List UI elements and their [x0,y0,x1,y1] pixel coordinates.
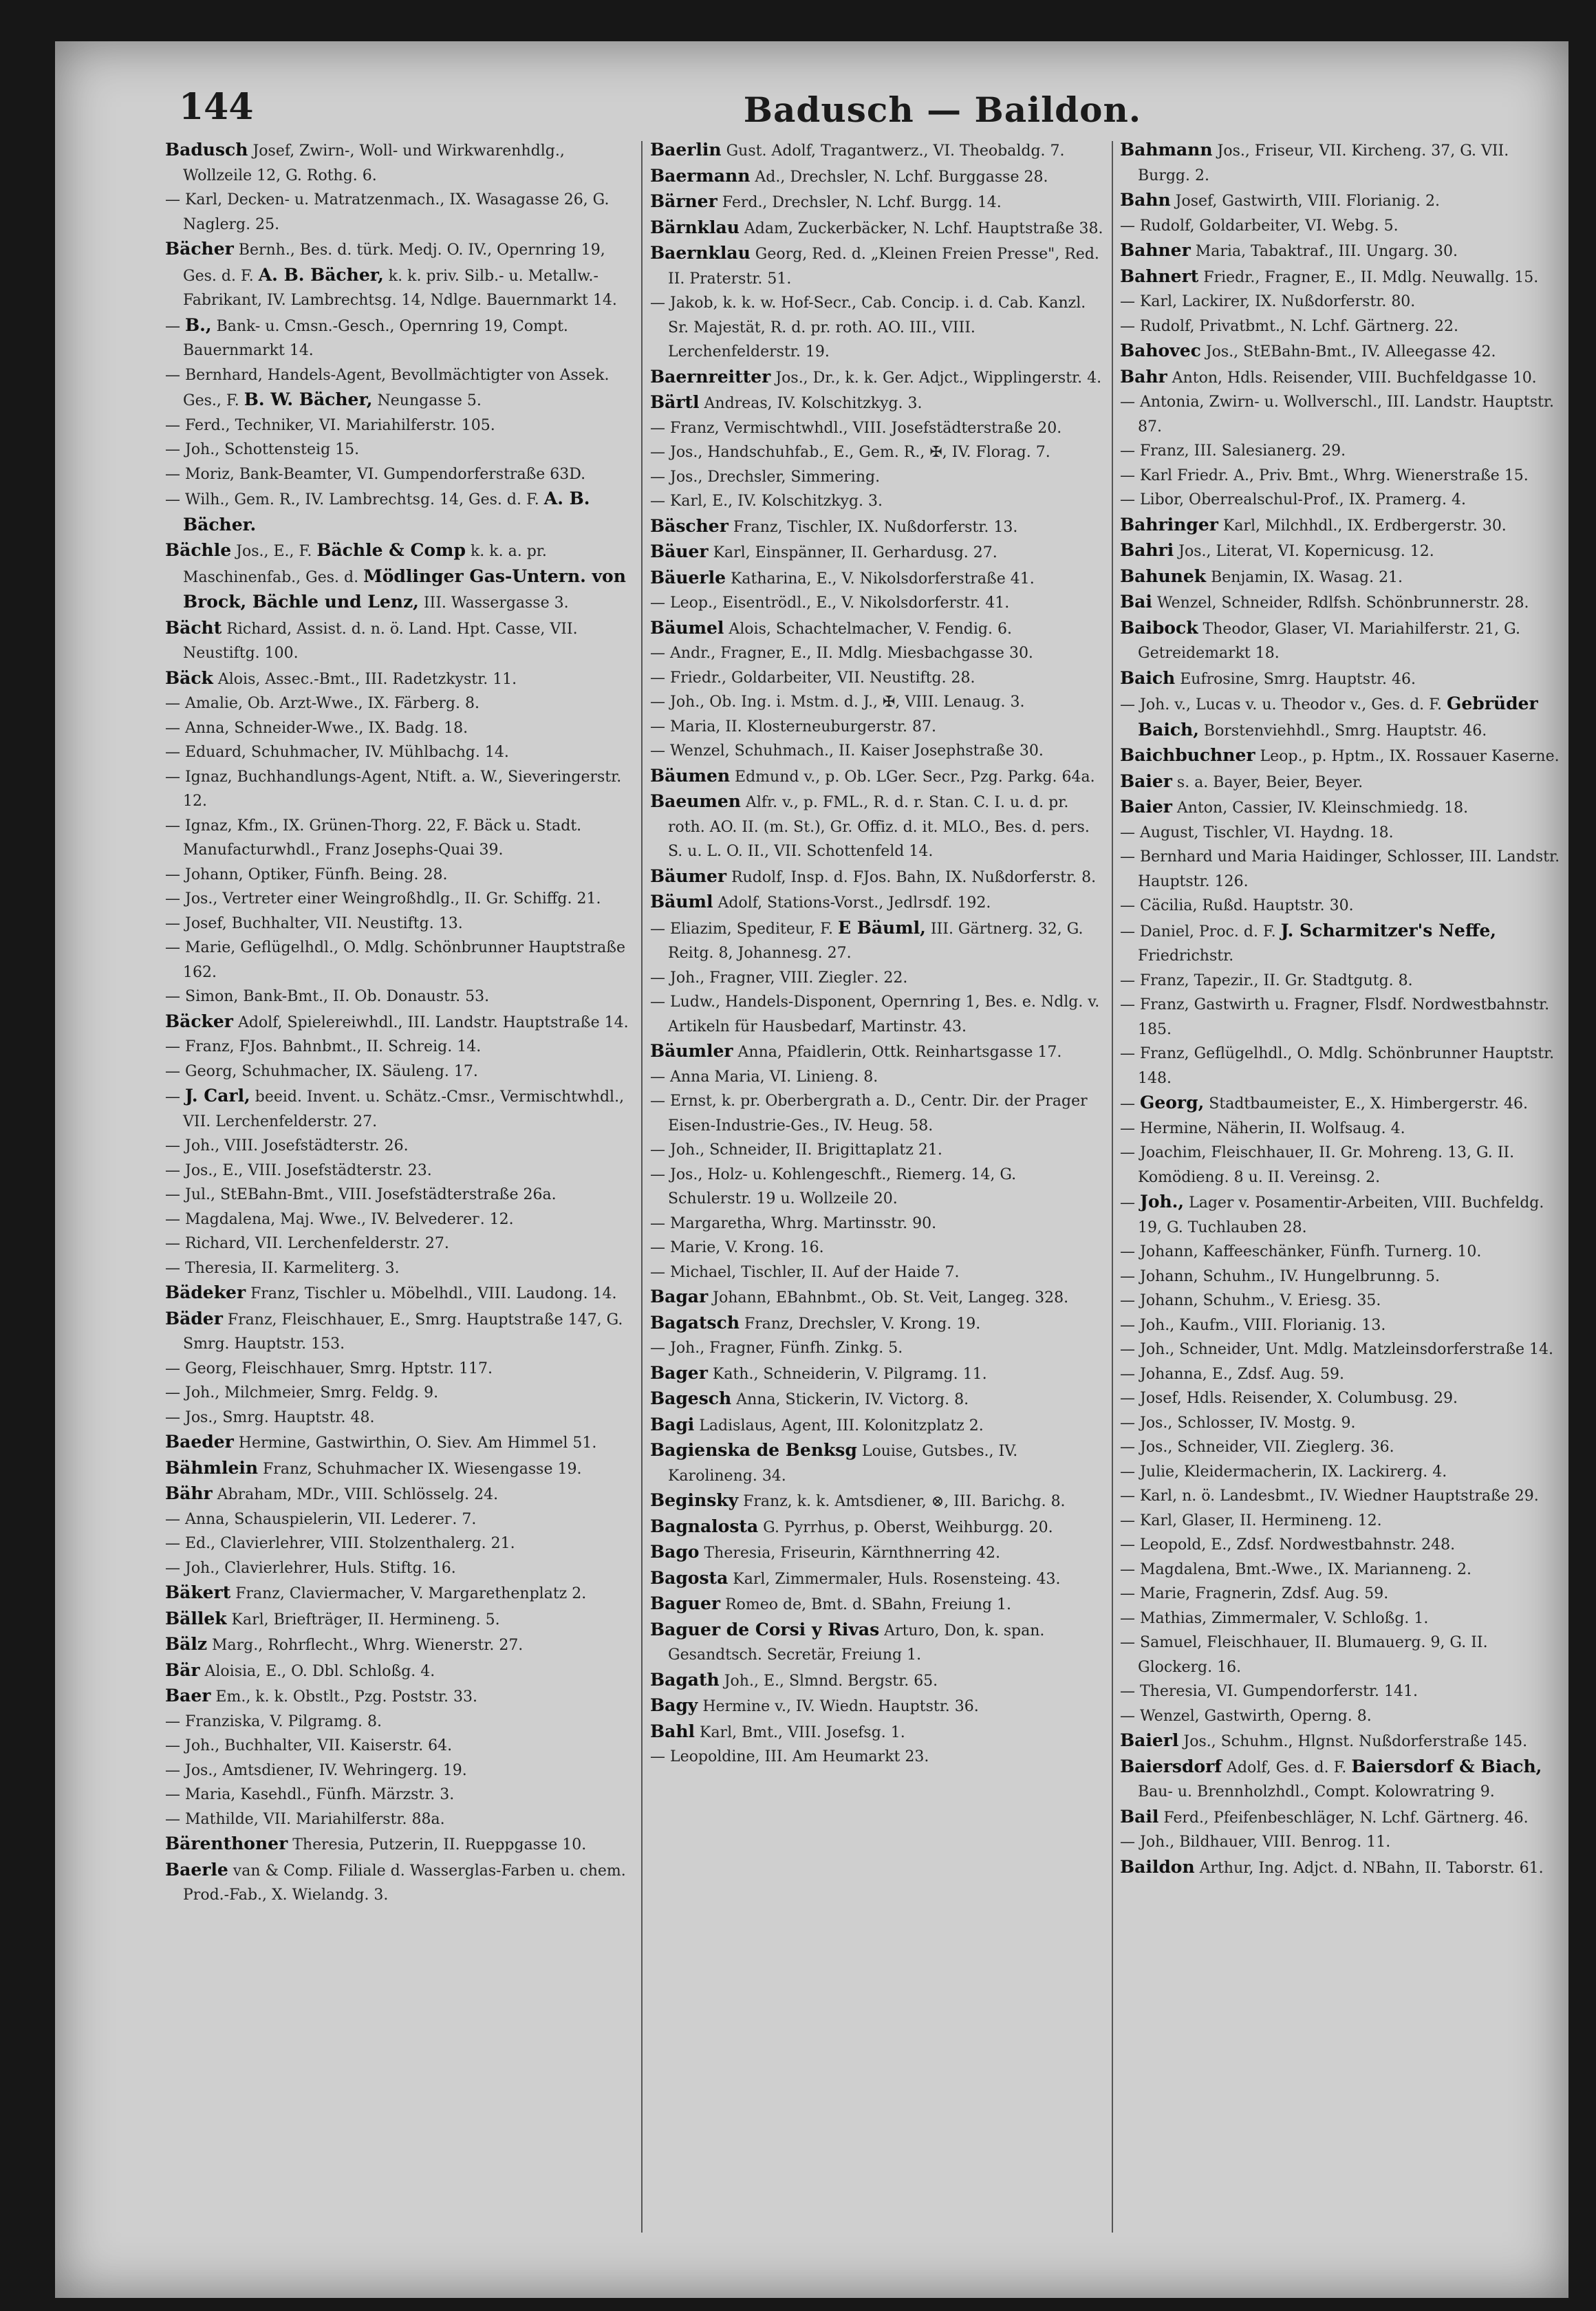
directory-entry: — Ed., Clavierlehrer, VIII. Stolzenthalerg. 21. [165,1535,515,1552]
directory-entry: — Samuel, Fleischhauer, II. Blumauerg. 9, G. II. Glockerg. 16. [1120,1634,1488,1676]
directory-page [55,41,1568,2298]
directory-entry: — Leopoldine, III. Am Heumarkt 23. [650,1748,929,1765]
directory-entry: Bagy Hermine v., IV. Wiedn. Hauptstr. 36. [650,1695,979,1715]
directory-entry: Baier Anton, Cassier, IV. Kleinschmiedg. 18. [1120,797,1469,817]
directory-entry: — Georg, Fleischhauer, Smrg. Hptstr. 117. [165,1359,493,1377]
column-2 [650,138,1104,1770]
directory-entry: Bärenthoner Theresia, Putzerin, II. Rueppgasse 10. [165,1834,587,1853]
directory-entry: — Franz, Vermischtwhdl., VIII. Josefstädterstraße 20. [650,419,1062,437]
directory-entry: Baibock Theodor, Glaser, VI. Mariahilferstr. 21, G. Getreidemarkt 18. [1120,617,1520,662]
directory-entry: — Marie, V. Krong. 16. [650,1239,824,1256]
directory-entry: — Joh., Schneider, Unt. Mdlg. Matzleinsdorferstraße 14. [1120,1341,1554,1358]
directory-entry: Bäck Alois, Assec.-Bmt., III. Radetzkystr. 11. [165,667,517,688]
directory-entry: Bahnert Friedr., Fragner, E., II. Mdlg. Neuwallg. 15. [1120,266,1539,286]
directory-entry: — Theresia, VI. Gumpendorferstr. 141. [1120,1683,1418,1700]
directory-entry: Bäumen Edmund v., p. Ob. LGer. Secr., Pzg. Parkg. 64a. [650,765,1095,786]
directory-entry: Baermann Ad., Drechsler, N. Lchf. Burggasse 28. [650,165,1048,186]
directory-entry: — Franz, FJos. Bahnbmt., II. Schreig. 14. [165,1038,482,1055]
directory-entry: — Wenzel, Schuhmach., II. Kaiser Josephstraße 30. [650,742,1044,760]
directory-entry: Bail Ferd., Pfeifenbeschläger, N. Lchf. Gärtnerg. 46. [1120,1806,1529,1827]
directory-entry: — Joh., Milchmeier, Smrg. Feldg. 9. [165,1384,439,1401]
directory-entry: Bärnklau Adam, Zuckerbäcker, N. Lchf. Hauptstraße 38. [650,217,1103,237]
directory-entry: — Franz, III. Salesianerg. 29. [1120,442,1346,460]
directory-entry: — Jul., StEBahn-Bmt., VIII. Josefstädterstraße 26a. [165,1186,557,1203]
directory-entry: — Jos., Vertreter einer Weingroßhdlg., II. Gr. Schiffg. 21. [165,890,601,907]
directory-entry: — Anna, Schauspielerin, VII. Lederег. 7. [165,1510,477,1528]
directory-entry: — Georg, Schuhmacher, IX. Säuleng. 17. [165,1062,478,1080]
directory-entry: — Georg, Stadtbaumeister, E., X. Himbergerstr. 46. [1120,1093,1528,1112]
directory-entry: — Jakob, k. k. w. Hof-Secr., Cab. Concip. i. d. Cab. Kanzl. Sr. Majestät, R. d. pr. roth. AO. III., VIII. Lerchenfelderstr. 19. [650,294,1086,361]
directory-entry: — Bernhard, Handels-Agent, Bevollmächtigter von Assek. Ges., F. B. W. Bächer, Neungasse 5. [165,366,610,409]
directory-entry: — Maria, II. Klosterneuburgerstr. 87. [650,718,936,735]
directory-entry: — Magdalena, Maj. Wwe., IV. Belvederег. 12. [165,1210,514,1228]
directory-entry: Bagar Johann, EBahnbmt., Ob. St. Veit, Langeg. 328. [650,1287,1069,1307]
directory-entry: — Jos., E., VIII. Josefstädterstr. 23. [165,1161,432,1179]
directory-entry: Baeumen Alfr. v., p. FML., R. d. r. Stan. C. I. u. d. pr. roth. AO. II. (m. St.), Gr. Offiz. d. it. MLO., Bes. d. pers. S. u. L. O. II., VII. Schottenfeld 14. [650,791,1090,860]
directory-entry: Baier s. a. Bayer, Beier, Beyer. [1120,771,1363,791]
directory-entry: — Joh., Lager v. Posamentir-Arbeiten, VIII. Buchfeldg. 19, G. Tuchlauben 28. [1120,1192,1544,1236]
directory-entry: Baierl Jos., Schuhm., Hlgnst. Nußdorferstraße 145. [1120,1730,1528,1750]
directory-entry: — Wenzel, Gastwirth, Operng. 8. [1120,1707,1372,1725]
directory-entry: Baguer de Corsi y Rivas Arturo, Don, k. span. Gesandtsch. Secretär, Freiung 1. [650,1619,1045,1664]
directory-entry: — Moriz, Bank-Beamter, VI. Gumpendorferstraße 63D. [165,465,586,483]
directory-entry: — Jos., Smrg. Hauptstr. 48. [165,1408,375,1426]
directory-entry: Badusch Josef, Zwirn-, Woll- und Wirkwarenhdlg., Wollzeile 12, G. Rothg. 6. [165,140,565,184]
directory-entry: Baildon Arthur, Ing. Adjct. d. NBahn, II. Taborstr. 61. [1120,1856,1544,1877]
directory-entry: — Joh., Fragner, Fünfh. Zinkg. 5. [650,1340,903,1357]
directory-entry: Bächer Bernh., Bes. d. türk. Medj. O. IV., Opernring 19, Ges. d. F. A. B. Bächer, k. k. priv. Silb.- u. Metallw.-Fabrikant, IV. Lambrechtsg. 14, Ndlge. Bauernmarkt 14. [165,239,617,309]
directory-entry: — Cäcilia, Rußd. Hauptstr. 30. [1120,897,1354,914]
directory-entry: Bäumel Alois, Schachtelmacher, V. Fendig. 6. [650,617,1012,638]
directory-entry: — Joh., Buchhalter, VII. Kaiserstr. 64. [165,1737,453,1754]
directory-entry: — Joh., Bildhauer, VIII. Benrog. 11. [1120,1834,1391,1851]
directory-entry: — Hermine, Näherin, II. Wolfsaug. 4. [1120,1119,1405,1137]
directory-entry: Bagatsch Franz, Drechsler, V. Krong. 19. [650,1312,981,1333]
directory-entry: Bahovec Jos., StEBahn-Bmt., IV. Alleegasse 42. [1120,341,1496,361]
directory-entry: Bäumler Anna, Pfaidlerin, Ottk. Reinhartsgasse 17. [650,1041,1062,1061]
directory-entry: — Joh., Schottensteig 15. [165,441,360,458]
directory-entry: Bahringer Karl, Milchhdl., IX. Erdbergerstr. 30. [1120,514,1507,535]
directory-entry: — Johann, Kaffeeschänker, Fünfh. Turnerg. 10. [1120,1243,1482,1260]
directory-entry: Bai Wenzel, Schneider, Rdlfsh. Schönbrunnerstr. 28. [1120,592,1529,612]
directory-entry: — Jos., Handschuhfab., E., Gem. R., ✠, IV. Florag. 7. [650,444,1050,461]
directory-entry: — Franziska, V. Pilgramg. 8. [165,1712,382,1730]
directory-entry: — Richard, VII. Lerchenfelderstr. 27. [165,1235,449,1252]
directory-entry: Bäscher Franz, Tischler, IX. Nußdorferstr. 13. [650,515,1018,536]
directory-entry: Bähmlein Franz, Schuhmacher IX. Wiesengasse 19. [165,1457,582,1478]
directory-entry: Bärner Ferd., Drechsler, N. Lchf. Burgg. 14. [650,191,1002,211]
directory-entry: Bago Theresia, Friseurin, Kärnthnerring 42. [650,1542,1001,1562]
directory-entry: — Rudolf, Privatbmt., N. Lchf. Gärtnerg. 22. [1120,317,1459,335]
directory-entry: — Karl Friedr. A., Priv. Bmt., Whrg. Wienerstraße 15. [1120,466,1529,484]
directory-entry: Bäuerle Katharina, E., V. Nikolsdorferstraße 41. [650,567,1035,588]
directory-entry: Bäkert Franz, Claviermacher, V. Margarethenplatz 2. [165,1582,587,1602]
directory-entry: Baer Em., k. k. Obstlt., Pzg. Poststr. 33. [165,1686,477,1706]
directory-entry: Bagosta Karl, Zimmermaler, Huls. Rosensteing. 43. [650,1567,1061,1588]
directory-entry: — Marie, Geflügelhdl., O. Mdlg. Schönbrunner Hauptstraße 162. [165,939,625,981]
directory-entry: Bächle Jos., E., F. Bächle & Comp k. k. a. pr. Maschinenfab., Ges. d. Mödlinger Gas-Untern. von Brock, Bächle und Lenz, III. Wassergasse 3. [165,540,626,612]
directory-entry: Bällek Karl, Briefträger, II. Hermineng. 5. [165,1608,500,1629]
column-1 [165,138,633,1908]
directory-entry: — Michael, Tischler, II. Auf der Haide 7. [650,1263,960,1281]
directory-entry: — Joh. v., Lucas v. u. Theodor v., Ges. d. F. Gebrüder Baich, Borstenviehhdl., Smrg. Hauptstr. 46. [1120,694,1538,740]
directory-entry: — Karl, n. ö. Landesbmt., IV. Wiedner Hauptstraße 29. [1120,1487,1539,1505]
directory-entry: — Maria, Kasehdl., Fünfh. Märzstr. 3. [165,1786,455,1803]
directory-entry: Bärtl Andreas, IV. Kolschitzkyg. 3. [650,392,923,412]
directory-entry: — Leopold, E., Zdsf. Nordwestbahnstr. 248. [1120,1536,1456,1554]
directory-entry: — Mathilde, VII. Mariahilferstr. 88a. [165,1810,445,1828]
directory-entry: — Mathias, Zimmermaler, V. Schloßg. 1. [1120,1609,1429,1627]
directory-entry: — Anna, Schneider-Wwe., IX. Badg. 18. [165,719,468,737]
directory-entry: — Ernst, k. pr. Oberbergrath a. D., Centr. Dir. der Prager Eisen-Industrie-Ges., IV. Heug. 58. [650,1093,1088,1135]
directory-entry: — Joh., Clavierlehrer, Huls. Stiftg. 16. [165,1559,456,1577]
directory-entry: — Julie, Kleidermacherin, IX. Lackirerg. 4. [1120,1463,1447,1481]
directory-entry: Bäumer Rudolf, Insp. d. FJos. Bahn, IX. Nußdorferstr. 8. [650,866,1097,886]
directory-entry: — Karl, Lackirer, IX. Nußdorferstr. 80. [1120,293,1416,310]
directory-entry: — Joachim, Fleischhauer, II. Gr. Mohreng. 13, G. II. Komödieng. 8 u. II. Vereinsg. 2. [1120,1144,1515,1186]
directory-entry: — Eliazim, Spediteur, F. E Bäuml, III. Gärtnerg. 32, G. Reitg. 8, Johannesg. 27. [650,917,1083,962]
directory-entry: Baeder Hermine, Gastwirthin, O. Siev. Am Himmel 51. [165,1432,597,1452]
directory-entry: — Wilh., Gem. R., IV. Lambrechtsg. 14, Ges. d. F. A. B. Bächer. [165,488,590,535]
directory-entry: Beginsky Franz, k. k. Amtsdiener, ⊗, III. Barichg. 8. [650,1490,1066,1510]
directory-entry: — Marie, Fragnerin, Zdsf. Aug. 59. [1120,1585,1389,1602]
directory-entry: — Ludw., Handels-Disponent, Opernring 1, Bes. e. Ndlg. v. Artikeln für Hausbedarf, Martinstr. 43. [650,993,1100,1035]
directory-entry: Bagnalosta G. Pyrrhus, p. Oberst, Weihburgg. 20. [650,1516,1053,1536]
directory-entry: — Jos., Schlosser, IV. Mostg. 9. [1120,1414,1356,1432]
directory-entry: — J. Carl, beeid. Invent. u. Schätz.-Cmsr., Vermischtwhdl., VII. Lerchenfelderstr. 27. [165,1086,625,1130]
directory-entry: — Jos., Drechsler, Simmering. [650,468,881,486]
directory-entry: — Joh., Kaufm., VIII. Florianig. 13. [1120,1316,1386,1334]
directory-entry: Bädeker Franz, Tischler u. Möbelhdl., VIII. Laudong. 14. [165,1282,617,1302]
directory-entry: — Ferd., Techniker, VI. Mariahilferstr. 105. [165,416,495,434]
directory-entry: — B., Bank- u. Cmsn.-Gesch., Opernring 19, Compt. Bauernmarkt 14. [165,314,568,359]
directory-entry: — August, Tischler, VI. Haydng. 18. [1120,824,1394,841]
directory-entry: Bagath Joh., E., Slmnd. Bergstr. 65. [650,1669,938,1690]
directory-entry: — Jos., Schneider, VII. Zieglerg. 36. [1120,1439,1394,1456]
directory-entry: — Franz, Tapezir., II. Gr. Stadtgutg. 8. [1120,971,1413,989]
directory-entry: — Ignaz, Buchhandlungs-Agent, Ntift. a. W., Sieveringerstr. 12. [165,768,622,810]
directory-entry: Baerlin Gust. Adolf, Tragantwerz., VI. Theobaldg. 7. [650,140,1065,160]
directory-entry: Bäuml Adolf, Stations-Vorst., Jedlrsdf. 192. [650,892,991,912]
directory-entry: Baich Eufrosine, Smrg. Hauptstr. 46. [1120,667,1416,688]
directory-entry: — Andr., Fragner, E., II. Mdlg. Miesbachgasse 30. [650,645,1033,662]
directory-entry: Baernreitter Jos., Dr., k. k. Ger. Adjct., Wipplingerstr. 4. [650,366,1102,387]
directory-entry: Baichbuchner Leop., p. Hptm., IX. Rossauer Kaserne. [1120,745,1560,765]
directory-entry: — Josef, Hdls. Reisender, X. Columbusg. 29. [1120,1390,1458,1407]
directory-entry: Bäder Franz, Fleischhauer, E., Smrg. Hauptstraße 147, G. Smrg. Hauptstr. 153. [165,1308,623,1353]
directory-entry: — Rudolf, Goldarbeiter, VI. Webg. 5. [1120,217,1399,235]
directory-entry: Bälz Marg., Rohrflecht., Whrg. Wienerstr. 27. [165,1634,524,1654]
directory-entry: Bähr Abraham, MDr., VIII. Schlösselg. 24. [165,1483,499,1503]
directory-entry: — Simon, Bank-Bmt., II. Ob. Donaustr. 53. [165,988,490,1005]
column-3 [1120,138,1560,1880]
directory-entry: — Anna Maria, VI. Linieng. 8. [650,1068,878,1086]
directory-entry: Bahmann Jos., Friseur, VII. Kircheng. 37, G. VII. Burgg. 2. [1120,140,1509,184]
directory-entry: Baguer Romeo de, Bmt. d. SBahn, Freiung 1. [650,1593,1011,1613]
directory-entry: — Joh., Schneider, II. Brigittaplatz 21. [650,1141,942,1159]
directory-columns [55,138,1568,2284]
directory-entry: Bahunek Benjamin, IX. Wasag. 21. [1120,566,1403,586]
directory-entry: — Eduard, Schuhmacher, IV. Mühlbachg. 14. [165,744,509,761]
directory-entry: — Ignaz, Kfm., IX. Grünen-Thorg. 22, F. Bäck u. Stadt. Manufacturwhdl., Franz Josephs-Quai 39. [165,817,582,859]
page-title: Badusch — Baildon. [743,89,1142,130]
directory-entry: — Johann, Schuhm., V. Eriesg. 35. [1120,1292,1381,1309]
directory-entry: — Magdalena, Bmt.-Wwe., IX. Marianneng. 2. [1120,1560,1472,1578]
directory-entry: — Josef, Buchhalter, VII. Neustiftg. 13. [165,914,463,932]
directory-entry: — Johann, Optiker, Fünfh. Being. 28. [165,866,448,883]
directory-entry: — Johann, Schuhm., IV. Hungelbrunng. 5. [1120,1267,1440,1285]
directory-entry: — Franz, Geflügelhdl., O. Mdlg. Schönbrunner Hauptstr. 148. [1120,1045,1555,1087]
directory-entry: — Friedr., Goldarbeiter, VII. Neustiftg. 28. [650,669,975,687]
directory-entry: — Joh., Ob. Ing. i. Mstm. d. J., ✠, VIII. Lenaug. 3. [650,694,1025,711]
directory-entry: — Karl, Decken- u. Matratzenmach., IX. Wasagasse 26, G. Naglerg. 25. [165,191,610,233]
directory-entry: — Jos., Amtsdiener, IV. Wehringerg. 19. [165,1761,467,1779]
directory-entry: Bager Kath., Schneiderin, V. Pilgramg. 11. [650,1362,987,1383]
directory-entry: — Libor, Oberrealschul-Prof., IX. Pramerg. 4. [1120,491,1466,508]
directory-entry: Bahri Jos., Literat, VI. Kopernicusg. 12. [1120,540,1434,560]
directory-entry: — Antonia, Zwirn- u. Wollverschl., III. Landstr. Hauptstr. 87. [1120,394,1554,436]
directory-entry: Bahner Maria, Tabaktraf., III. Ungarg. 30. [1120,240,1458,260]
directory-entry: — Leop., Eisentrödl., E., V. Nikolsdorferstr. 41. [650,594,1010,612]
directory-entry: Bär Aloisia, E., O. Dbl. Schloßg. 4. [165,1659,435,1680]
directory-entry: Baerle van & Comp. Filiale d. Wasserglas-Farben u. chem. Prod.-Fab., X. Wielandg. 3. [165,1859,626,1904]
directory-entry: Baernklau Georg, Red. d. „Kleinen Freien Presse", Red. II. Praterstr. 51. [650,243,1099,288]
directory-entry: Bäcker Adolf, Spielereiwhdl., III. Landstr. Hauptstraße 14. [165,1011,629,1031]
directory-entry: — Joh., Fragner, VIII. Ziegleг. 22. [650,969,908,987]
directory-entry: — Joh., VIII. Josefstädterstr. 26. [165,1137,409,1154]
directory-entry: — Margaretha, Whrg. Martinsstr. 90. [650,1214,937,1232]
directory-entry: — Amalie, Ob. Arzt-Wwe., IX. Färberg. 8. [165,695,479,712]
directory-entry: Baiersdorf Adolf, Ges. d. F. Baiersdorf & Biach, Bau- u. Brennholzhdl., Compt. Kolowratring 9. [1120,1756,1542,1801]
directory-entry: — Franz, Gastwirth u. Fragner, Flsdf. Nordwestbahnstr. 185. [1120,996,1550,1038]
directory-entry: Bagienska de Benksg Louise, Gutsbes., IV. Karolineng. 34. [650,1440,1018,1485]
directory-entry: Bahn Josef, Gastwirth, VIII. Florianig. 2. [1120,190,1441,210]
directory-entry: — Karl, Glaser, II. Hermineng. 12. [1120,1512,1382,1529]
directory-entry: Bagi Ladislaus, Agent, III. Kolonitzplatz 2. [650,1414,984,1434]
directory-entry: — Theresia, II. Karmeliterg. 3. [165,1259,400,1277]
directory-entry: — Bernhard und Maria Haidinger, Schlosser, III. Landstr. Hauptstr. 126. [1120,848,1560,890]
directory-entry: Bächt Richard, Assist. d. n. ö. Land. Hpt. Casse, VII. Neustiftg. 100. [165,617,578,662]
directory-entry: Bäuer Karl, Einspänner, II. Gerhardusg. 27. [650,541,998,561]
directory-entry: Bagesch Anna, Stickerin, IV. Victorg. 8. [650,1388,969,1408]
directory-entry: — Johanna, E., Zdsf. Aug. 59. [1120,1365,1344,1383]
directory-entry: Bahr Anton, Hdls. Reisender, VIII. Buchfeldgasse 10. [1120,366,1537,387]
directory-entry: — Karl, E., IV. Kolschitzkyg. 3. [650,493,883,510]
directory-entry: — Daniel, Proc. d. F. J. Scharmitzer's Neffe, Friedrichstr. [1120,920,1496,965]
directory-entry: Bahl Karl, Bmt., VIII. Josefsg. 1. [650,1721,905,1741]
page-number: 144 [179,86,254,128]
directory-entry: — Jos., Holz- u. Kohlengeschft., Riemerg. 14, G. Schulerstr. 19 u. Wollzeile 20. [650,1165,1017,1207]
